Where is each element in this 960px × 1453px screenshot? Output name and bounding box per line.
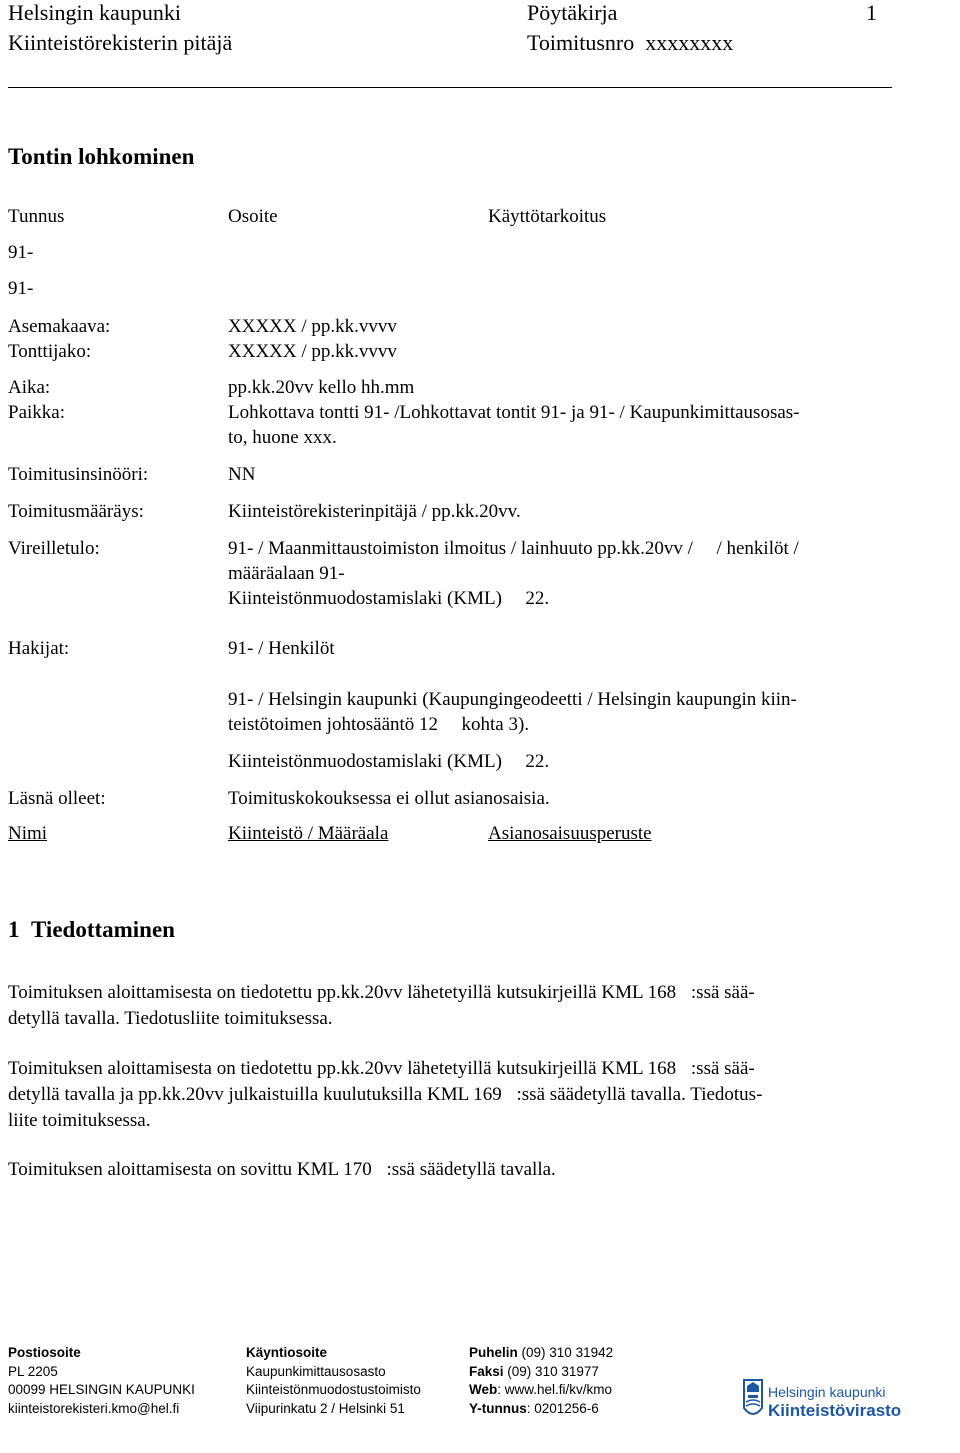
ytunnus-value: : 0201256-6 [526,1400,599,1416]
email-link[interactable]: kiinteistorekisteri.kmo@hel.fi [8,1400,180,1416]
hakijat-2-line1: 91- / Helsingin kaupunki (Kaupungingeodeetti / Helsingin kaupungin kiin- [228,689,797,710]
attendees-col-nimi: Nimi [8,823,48,844]
page-title: Tontin lohkominen [8,144,195,169]
section-number: 1 [8,917,20,942]
attendees-col-peruste: Asianosaisuusperuste [488,823,652,844]
maarays-label: Toimitusmääräys: [8,501,144,522]
ytunnus-label: Y-tunnus [469,1400,527,1416]
post-code-city: 00099 HELSINGIN KAUPUNKI [8,1382,195,1397]
col-kayttotarkoitus: Käyttötarkoitus [488,206,607,227]
phone-value: (09) 310 31942 [521,1345,614,1360]
footer-visiting [246,1344,421,1418]
section-heading [8,918,175,942]
org-name: Helsingin kaupunki [8,0,181,25]
asemakaava-value: XXXXX / pp.kk.vvvv [228,316,397,337]
vireilletulo-line3-b: 22. [525,588,550,609]
paikka-value-line1: Lohkottava tontti 91- /Lohkottavat tontit 91- ja 91- / Kaupunkimittausosas- [228,402,800,423]
aika-value: pp.kk.20vv kello hh.mm [228,377,415,398]
hakijat-3 [228,750,549,774]
kayntiosoite-label: Käyntiosoite [246,1345,328,1360]
col-tunnus: Tunnus [8,206,65,227]
p2-line2-a: detyllä tavalla ja pp.kk.20vv julkaistuilla kuulutuksilla KML 169 [8,1084,502,1105]
p3-b: :ssä säädetyllä tavalla. [386,1159,556,1180]
toimitus-number [527,30,733,56]
hakijat-value: 91- / Henkilöt [228,638,335,659]
p3-a: Toimituksen aloittamisesta on sovittu KML 170 [8,1159,372,1180]
toimitus-label: Toimitusnro [527,30,635,55]
tunnus-row-2: 91- [8,278,34,299]
footer-contact [469,1344,613,1418]
paragraph-3 [8,1157,893,1183]
col-osoite: Osoite [228,206,278,227]
hakijat-label: Hakijat: [8,638,70,659]
tonttijako-label: Tonttijako: [8,341,92,362]
postiosoite-label: Postiosoite [8,1345,81,1360]
vireilletulo-line1-b: / henkilöt / [716,538,799,559]
visit-dept: Kaupunkimittausosasto [246,1363,386,1379]
p1-line1-a: Toimituksen aloittamisesta on tiedotettu pp.kk.20vv lähetetyillä kutsukirjeillä KML 168 [8,982,677,1003]
header-rule [8,87,892,88]
attendees-col-kiinteisto: Kiinteistö / Määräala [228,823,389,844]
footer-postal [8,1344,195,1418]
vireilletulo-line3-a: Kiinteistönmuodostamislaki (KML) [228,588,502,609]
p1-line1-b: :ssä sää- [690,982,755,1003]
vireilletulo-line2: määräalaan 91- [228,563,345,584]
page-number: 1 [866,0,877,25]
register-keeper: Kiinteistörekisterin pitäjä [8,30,233,55]
p1-line2: detyllä tavalla. Tiedotusliite toimituksessa. [8,1008,333,1029]
p2-line1-a: Toimituksen aloittamisesta on tiedotettu pp.kk.20vv lähetetyillä kutsukirjeillä KML 168 [8,1058,677,1079]
web-label: Web [469,1382,498,1397]
hakijat-2-line2-b: kohta 3). [461,714,530,735]
p2-line3: liite toimituksessa. [8,1110,151,1131]
tonttijako-value: XXXXX / pp.kk.vvvv [228,341,397,362]
insinoori-label: Toimitusinsinööri: [8,464,149,485]
vireilletulo-line3 [228,587,549,611]
vireilletulo-line1 [228,537,799,561]
insinoori-value: NN [228,464,256,485]
paikka-label: Paikka: [8,402,65,423]
paragraph-1 [8,980,893,1032]
logo-city: Helsingin kaupunki [768,1384,886,1400]
paikka-value-line2: to, huone xxx. [228,427,337,448]
vireilletulo-label: Vireilletulo: [8,538,100,559]
section-title: Tiedottaminen [31,917,175,942]
kiinteistovirasto-logo [742,1378,952,1430]
logo-agency: Kiinteistövirasto [768,1401,902,1420]
aika-label: Aika: [8,377,51,398]
lasna-value: Toimituskokouksessa ei ollut asianosaisia. [228,788,550,809]
visit-office: Kiinteistönmuodostustoimisto [246,1382,421,1397]
post-box: PL 2205 [8,1363,58,1379]
visit-street: Viipurinkatu 2 / Helsinki 51 [246,1400,405,1416]
puhelin-label: Puhelin [469,1345,518,1360]
hakijat-2-line2-a: teistötoimen johtosääntö 12 [228,714,439,735]
toimitus-value: xxxxxxxx [645,30,734,55]
vireilletulo-line1-a: 91- / Maanmittaustoimiston ilmoitus / lainhuuto pp.kk.20vv / [228,538,693,559]
doc-type: Pöytäkirja [527,0,618,25]
maarays-value: Kiinteistörekisterinpitäjä / pp.kk.20vv. [228,501,521,522]
p2-line1-b: :ssä sää- [690,1058,755,1079]
p2-line2-b: :ssä säädetyllä tavalla. Tiedotus- [516,1084,763,1105]
tunnus-row-1: 91- [8,242,34,263]
web-link[interactable]: : www.hel.fi/kv/kmo [497,1382,613,1397]
hakijat-2-line2 [228,713,529,737]
hakijat-3-a: Kiinteistönmuodostamislaki (KML) [228,751,502,772]
faksi-label: Faksi [469,1363,504,1379]
hakijat-3-b: 22. [525,751,550,772]
lasna-label: Läsnä olleet: [8,788,106,809]
asemakaava-label: Asemakaava: [8,316,111,337]
fax-value: (09) 310 31977 [507,1363,599,1379]
paragraph-2 [8,1056,893,1134]
